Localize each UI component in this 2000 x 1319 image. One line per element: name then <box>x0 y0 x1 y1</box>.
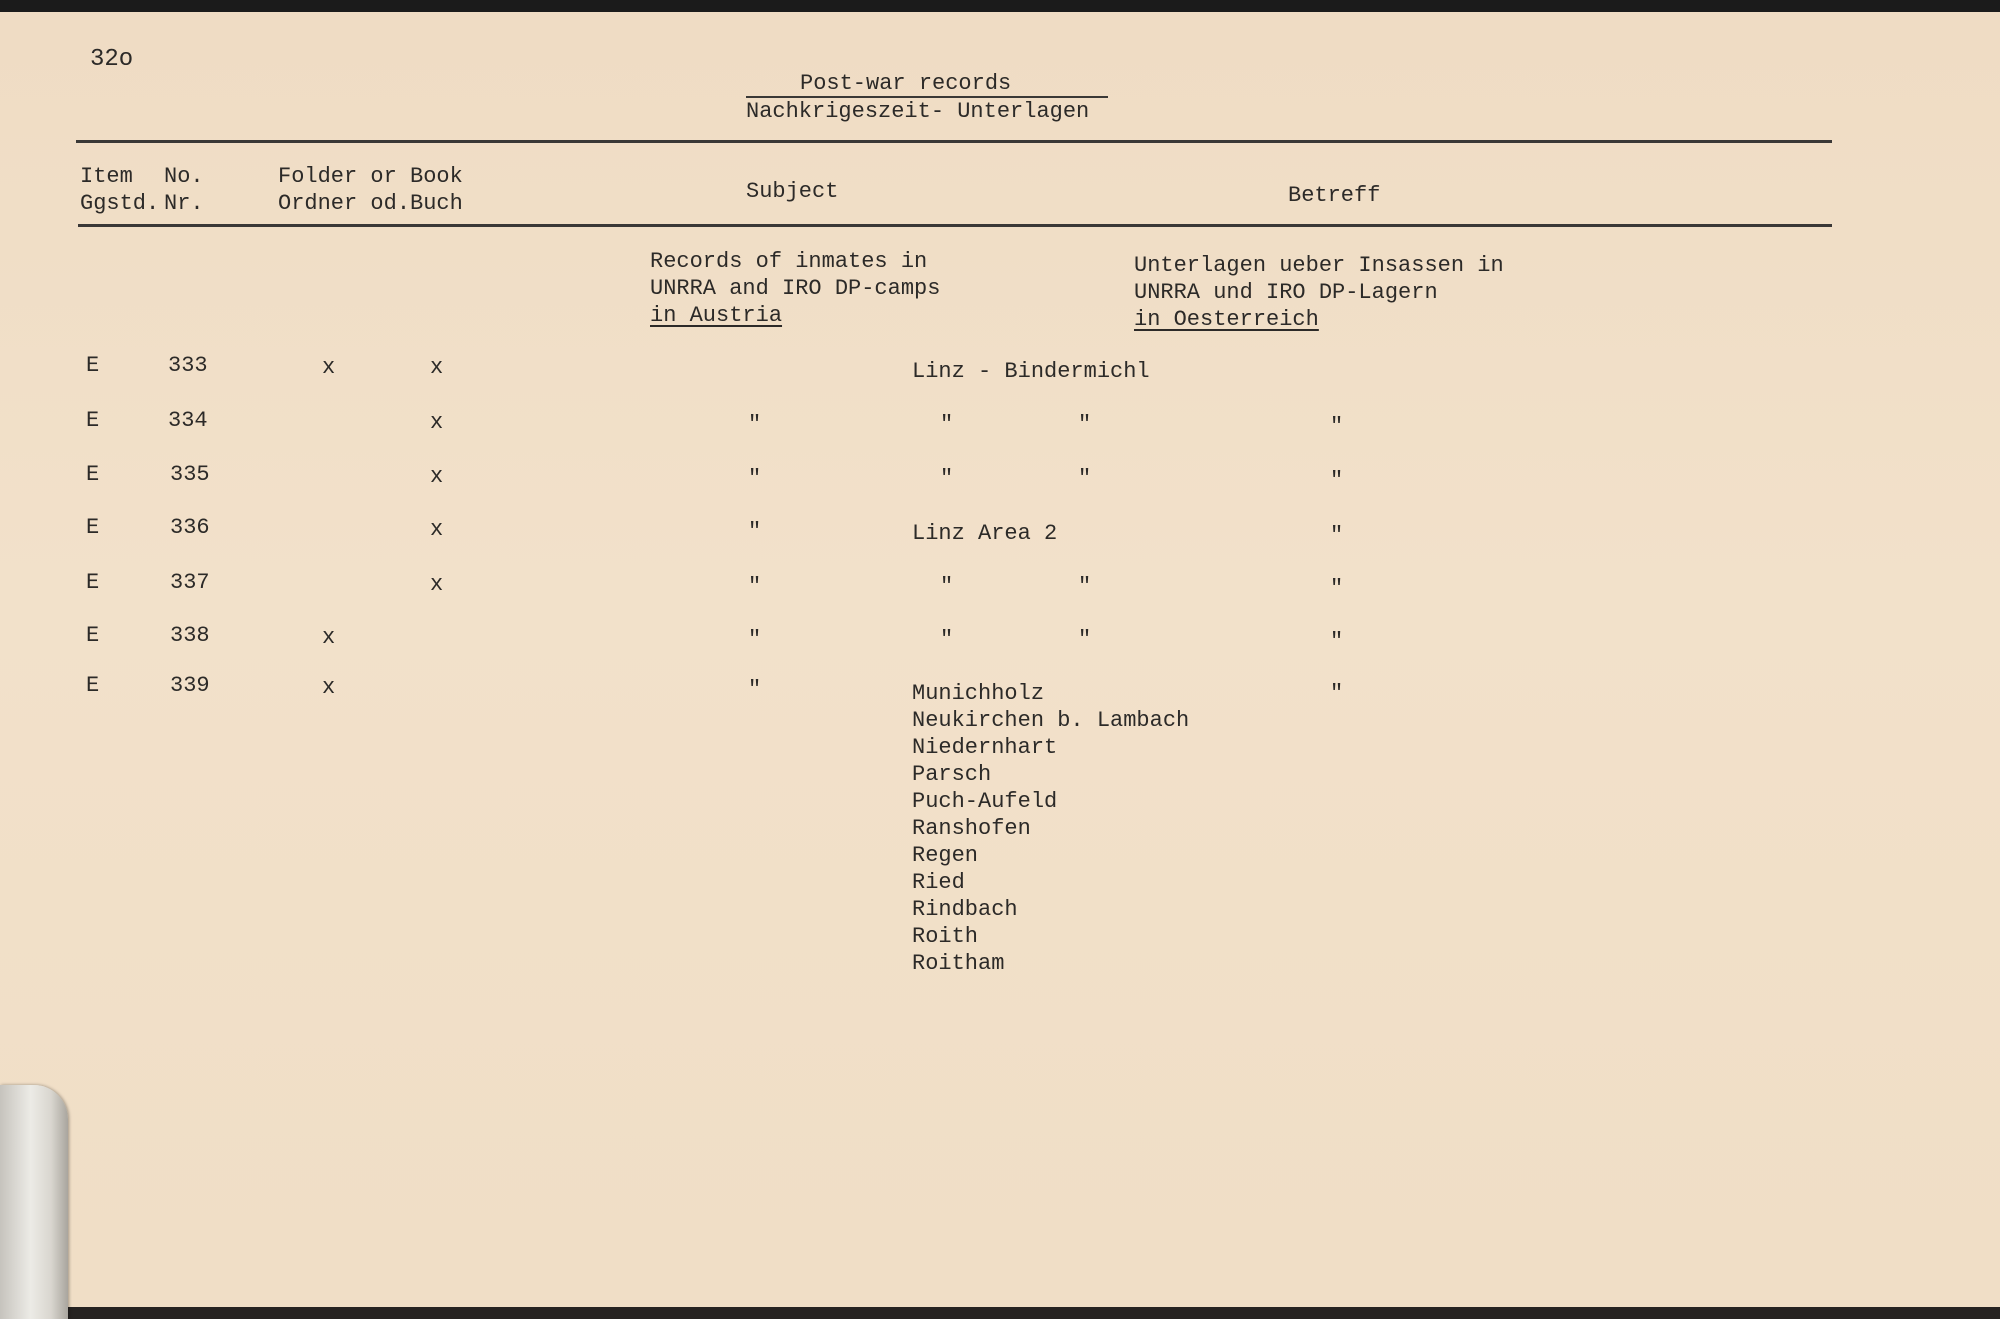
row-book-mark: x <box>430 410 444 435</box>
binder-clip <box>0 1085 68 1319</box>
row-number: 336 <box>170 515 210 540</box>
title-english: Post-war records <box>800 71 1012 96</box>
section-de-line2: UNRRA und IRO DP-Lagern <box>1134 280 1438 305</box>
list-item: Parsch <box>912 762 992 787</box>
header-folder-de: Ordner od.Buch <box>278 191 463 216</box>
header-item-de: Ggstd. <box>80 191 160 216</box>
list-item: Ranshofen <box>912 816 1031 841</box>
row-betreff-ditto: " <box>1330 629 1344 654</box>
row-item: E <box>86 515 100 540</box>
section-en-line3: in Austria <box>650 303 783 328</box>
row-place-ditto: " <box>940 574 954 599</box>
row-subject-ditto: " <box>748 574 762 599</box>
list-item: Niedernhart <box>912 735 1058 760</box>
row-number: 334 <box>168 408 208 433</box>
row-place2-ditto: " <box>1078 466 1092 491</box>
row-folder-mark: x <box>322 625 336 650</box>
page-number: 32o <box>90 46 134 73</box>
list-item: Roitham <box>912 951 1005 976</box>
row-subject-ditto: " <box>748 677 762 702</box>
title-german: Nachkrigeszeit- Unterlagen <box>746 99 1090 124</box>
section-en-line1: Records of inmates in <box>650 249 928 274</box>
row-item: E <box>86 570 100 595</box>
row-place-ditto: " <box>940 627 954 652</box>
header-top-rule <box>76 140 1832 143</box>
row-book-mark: x <box>430 517 444 542</box>
list-item: Ried <box>912 870 965 895</box>
row-book-mark: x <box>430 464 444 489</box>
row-item: E <box>86 623 100 648</box>
row-place2-ditto: " <box>1078 574 1092 599</box>
row-subject-ditto: " <box>748 466 762 491</box>
list-item: Rindbach <box>912 897 1018 922</box>
row-number: 339 <box>170 673 210 698</box>
row-betreff-ditto: " <box>1330 523 1344 548</box>
scan-bottom-edge <box>0 1307 2000 1319</box>
document-page <box>0 12 2000 1307</box>
row-number: 333 <box>168 353 208 378</box>
list-item: Munichholz <box>912 681 1045 706</box>
list-item: Puch-Aufeld <box>912 789 1058 814</box>
header-no-de: Nr. <box>164 191 204 216</box>
header-bottom-rule <box>78 224 1832 227</box>
row-item: E <box>86 462 100 487</box>
row-place-ditto: " <box>940 466 954 491</box>
header-item-en: Item <box>80 164 133 189</box>
list-item: Regen <box>912 843 979 868</box>
row-item: E <box>86 408 100 433</box>
row-place: Linz Area 2 <box>912 521 1058 546</box>
header-betreff: Betreff <box>1288 183 1381 208</box>
row-subject-ditto: " <box>748 519 762 544</box>
row-betreff-ditto: " <box>1330 576 1344 601</box>
row-book-mark: x <box>430 572 444 597</box>
row-place2-ditto: " <box>1078 627 1092 652</box>
row-folder-mark: x <box>322 355 336 380</box>
row-book-mark: x <box>430 355 444 380</box>
list-item: Roith <box>912 924 979 949</box>
row-item: E <box>86 673 100 698</box>
row-place-ditto: " <box>940 412 954 437</box>
row-number: 338 <box>170 623 210 648</box>
section-de-line1: Unterlagen ueber Insassen in <box>1134 253 1504 278</box>
row-betreff-ditto: " <box>1330 681 1344 706</box>
row-number: 335 <box>170 462 210 487</box>
row-number: 337 <box>170 570 210 595</box>
row-subject-ditto: " <box>748 627 762 652</box>
list-item: Neukirchen b. Lambach <box>912 708 1190 733</box>
row-place2-ditto: " <box>1078 412 1092 437</box>
row-place: Linz - Bindermichl <box>912 359 1150 384</box>
row-subject-ditto: " <box>748 412 762 437</box>
section-de-line3: in Oesterreich <box>1134 307 1319 332</box>
row-item: E <box>86 353 100 378</box>
section-en-line2: UNRRA and IRO DP-camps <box>650 276 941 301</box>
row-betreff-ditto: " <box>1330 468 1344 493</box>
header-no-en: No. <box>164 164 204 189</box>
row-folder-mark: x <box>322 675 336 700</box>
row-betreff-ditto: " <box>1330 414 1344 439</box>
header-folder-en: Folder or Book <box>278 164 463 189</box>
header-subject: Subject <box>746 179 839 204</box>
